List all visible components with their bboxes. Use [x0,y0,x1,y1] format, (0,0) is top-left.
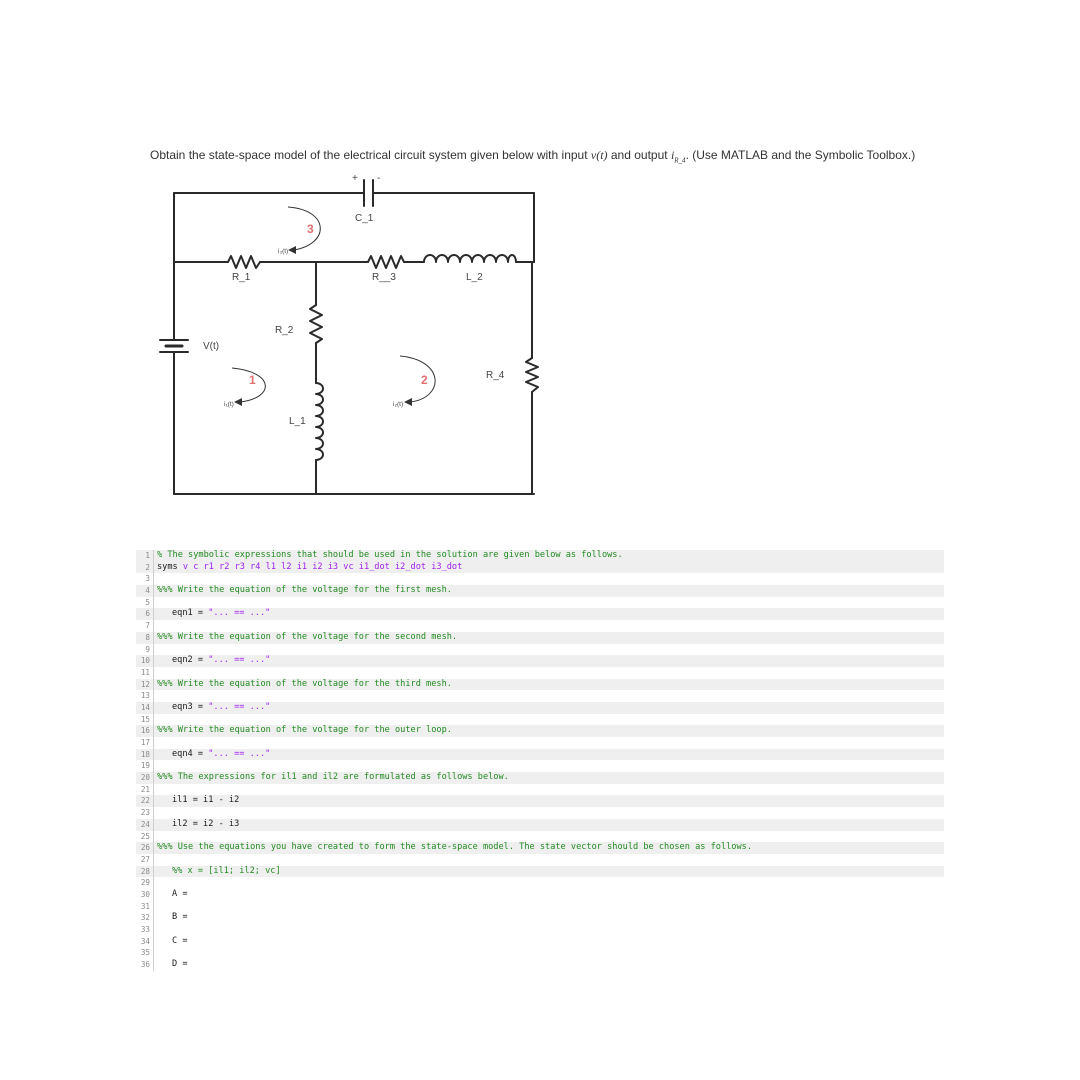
mesh3-arrow [288,207,320,250]
code-line [136,772,944,784]
code-line [136,620,944,632]
line-number: 15 [136,714,154,726]
section-comment[interactable]: %%% Use the equations you have created to form the state-space model. The state vector should be chosen as follows. [157,842,752,853]
line-number: 36 [136,959,154,971]
section-comment[interactable]: %%% The expressions for il1 and il2 are formulated as follows below. [157,772,509,783]
line-number: 34 [136,936,154,948]
line-number: 32 [136,912,154,924]
code-line: 28 %% x = [il1; il2; vc] [136,866,944,878]
line-number: 3 [136,573,154,585]
output-symbol: $i_{R\_4}$ [670,148,686,165]
section-comment[interactable]: %%% Write the equation of the voltage for the first mesh. [157,585,452,596]
code-line [136,597,944,609]
code-line: 32 B = [136,912,944,924]
code-line [136,831,944,843]
line-number: 17 [136,737,154,749]
mesh2-arrow [400,356,435,402]
code-line: 30 A = [136,889,944,901]
code-line [136,667,944,679]
l1-label: L_1 [289,416,306,427]
code-line [136,760,944,772]
code-editor [136,550,944,971]
r4-label: R_4 [486,370,505,381]
code-line: 6 eqn1 = "... == ..." [136,608,944,620]
line-number: 12 [136,679,154,691]
code-line [136,877,944,889]
resistor-r2 [310,305,322,343]
line-number: 23 [136,807,154,819]
inductor-l2 [424,255,516,262]
mesh3-arrowhead [288,246,296,254]
mesh1-number: 1 [249,373,256,387]
code-line [136,784,944,796]
code-line [136,573,944,585]
line-number: 9 [136,644,154,656]
mesh3-number: 3 [307,222,314,236]
code-line [136,737,944,749]
source-label: V(t) [203,341,220,352]
code-line [136,924,944,936]
code-line [136,947,944,959]
line-number: 11 [136,667,154,679]
code-line [136,679,944,691]
line-number: 13 [136,690,154,702]
line-number: 8 [136,632,154,644]
code-line [136,632,944,644]
line-number: 10 [136,655,154,667]
line-number: 22 [136,795,154,807]
circuit-diagram [0,0,1080,520]
code-line [136,807,944,819]
line-number: 21 [136,784,154,796]
line-number: 29 [136,877,154,889]
line-number: 4 [136,585,154,597]
line-number: 7 [136,620,154,632]
line-number: 35 [136,947,154,959]
code-line [136,901,944,913]
line-number: 31 [136,901,154,913]
code-line: 10 eqn2 = "... == ..." [136,655,944,667]
mesh1-arrowhead [234,398,242,406]
code-line: 36 D = [136,959,944,971]
line-number: 28 [136,866,154,878]
problem-prefix: Obtain the state-space model of the electrical circuit system given below with input [150,148,591,162]
resistor-r1 [228,256,260,268]
line-number: 6 [136,608,154,620]
code-line [136,550,944,562]
i3-label: i₃(t) [278,248,289,255]
code-line [136,644,944,656]
line-number: 14 [136,702,154,714]
capacitor-label: C_1 [355,213,374,224]
section-comment[interactable]: %%% Write the equation of the voltage for the third mesh. [157,678,452,689]
l2-label: L_2 [466,272,483,283]
line-number: 24 [136,819,154,831]
code-line: 34 C = [136,936,944,948]
line-number: 18 [136,749,154,761]
cap-plus-label: + [352,173,358,184]
code-line: 18 eqn4 = "... == ..." [136,749,944,761]
line-number: 1 [136,550,154,562]
problem-suffix: . (Use MATLAB and the Symbolic Toolbox.) [685,148,916,162]
code-line [136,690,944,702]
code-line: 24 il2 = i2 - i3 [136,819,944,831]
code-line: 22 il1 = i1 - i2 [136,795,944,807]
code-line [136,854,944,866]
r1-label: R_1 [232,272,251,283]
resistor-r4 [526,358,538,392]
section-comment[interactable]: %%% Write the equation of the voltage for the second mesh. [157,631,458,642]
inductor-l1 [316,383,323,460]
line-number: 25 [136,831,154,843]
code-line [136,585,944,597]
line-number: 26 [136,842,154,854]
code-line [136,842,944,854]
mesh2-arrowhead [404,398,412,406]
code-line: 14 eqn3 = "... == ..." [136,702,944,714]
r2-label: R_2 [275,325,294,336]
i2-label: i₂(t) [393,401,404,408]
line-number: 5 [136,597,154,609]
line-number: 27 [136,854,154,866]
line-number: 30 [136,889,154,901]
section-comment[interactable]: %%% Write the equation of the voltage for the outer loop. [157,725,452,736]
line-number: 33 [136,924,154,936]
code-line [136,725,944,737]
input-symbol: v(t) [590,148,608,162]
resistor-r3 [368,256,404,268]
code-comment[interactable]: % The symbolic expressions that should be used in the solution are given below as follows. [157,550,623,560]
code-line [136,714,944,726]
i1-label: i₁(t) [224,401,234,408]
line-number: 2 [136,562,154,574]
line-number: 20 [136,772,154,784]
cap-minus-label: - [377,173,381,184]
mesh2-number: 2 [421,373,428,387]
code-line: 2 syms v c r1 r2 r3 r4 l1 l2 i1 i2 i3 vc i1_dot i2_dot i3_dot [136,562,944,574]
line-number: 19 [136,760,154,772]
line-number: 16 [136,725,154,737]
problem-middle: and output [607,148,671,162]
r3-label: R__3 [372,272,396,283]
